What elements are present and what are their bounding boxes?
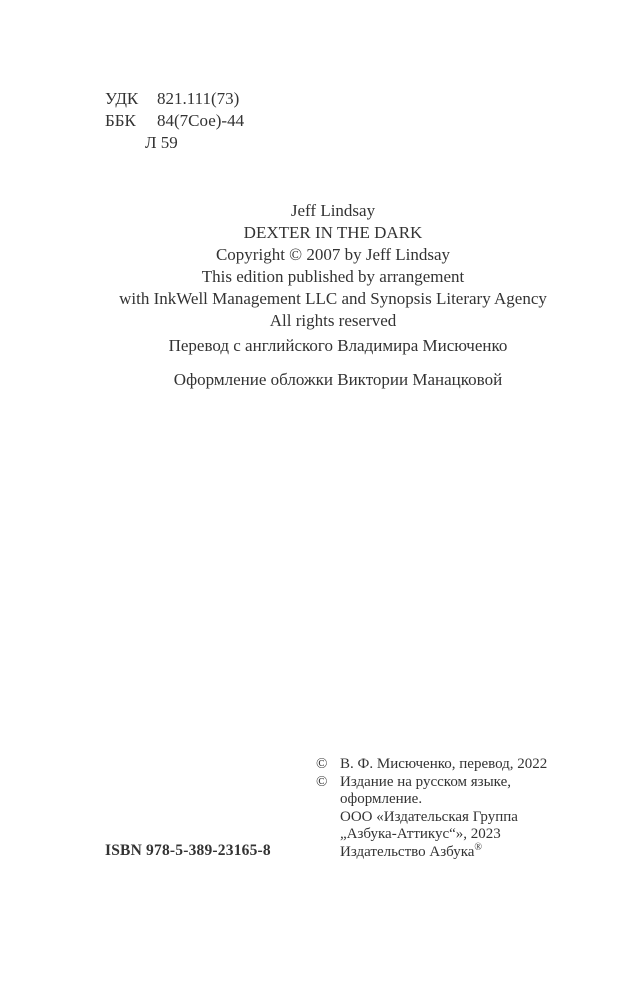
edition-arrangement-line2: with InkWell Management LLC and Synopsis Literary Agency xyxy=(119,289,547,308)
bbk-row xyxy=(105,110,244,132)
author-sign: Л 59 xyxy=(145,133,178,152)
publisher-line xyxy=(340,841,518,862)
edition-arrangement-line1: This edition published by arrangement xyxy=(201,267,465,286)
copyright-symbol: © xyxy=(316,756,328,772)
original-author: Jeff Lindsay xyxy=(290,201,376,220)
bbk-value: 84(7Сое)-44 xyxy=(157,111,245,130)
translator-credit: Перевод с английского Владимира Мисюченко xyxy=(168,336,508,355)
isbn: ISBN 978-5-389-23165-8 xyxy=(105,842,271,859)
copyright-entry-edition-text xyxy=(340,774,518,862)
edition-rus-line2: оформление. xyxy=(340,791,423,807)
edition-rus-line1: Издание на русском языке, xyxy=(340,773,511,790)
copyright-symbol: © xyxy=(316,773,328,790)
udk-row xyxy=(105,88,244,110)
copyright-notices-block xyxy=(316,756,547,861)
bbk-label: ББК xyxy=(105,111,136,130)
copyright-entry-edition xyxy=(316,774,547,862)
publishing-group-line2: „Азбука-Аттикус“», 2023 xyxy=(340,826,501,842)
copyright-year-line: Copyright © 2007 by Jeff Lindsay xyxy=(215,245,451,264)
copyright-entry-translation xyxy=(316,756,547,774)
registered-trademark-mark: ® xyxy=(474,841,483,853)
title-rights-block xyxy=(34,200,632,332)
cover-designer-credit: Оформление обложки Виктории Манацковой xyxy=(173,370,503,389)
cataloging-block xyxy=(105,88,244,154)
copyright-entry-translation-text: В. Ф. Мисюченко, перевод, 2022 xyxy=(340,756,548,772)
original-title: DEXTER IN THE DARK xyxy=(243,223,423,242)
publishing-group-line1: ООО «Издательская Группа xyxy=(340,808,518,825)
udk-label: УДК xyxy=(105,89,139,108)
all-rights-reserved-line: All rights reserved xyxy=(269,311,397,330)
udk-value: 821.111(73) xyxy=(157,89,240,108)
publisher-name: Издательство Азбука xyxy=(340,843,475,860)
